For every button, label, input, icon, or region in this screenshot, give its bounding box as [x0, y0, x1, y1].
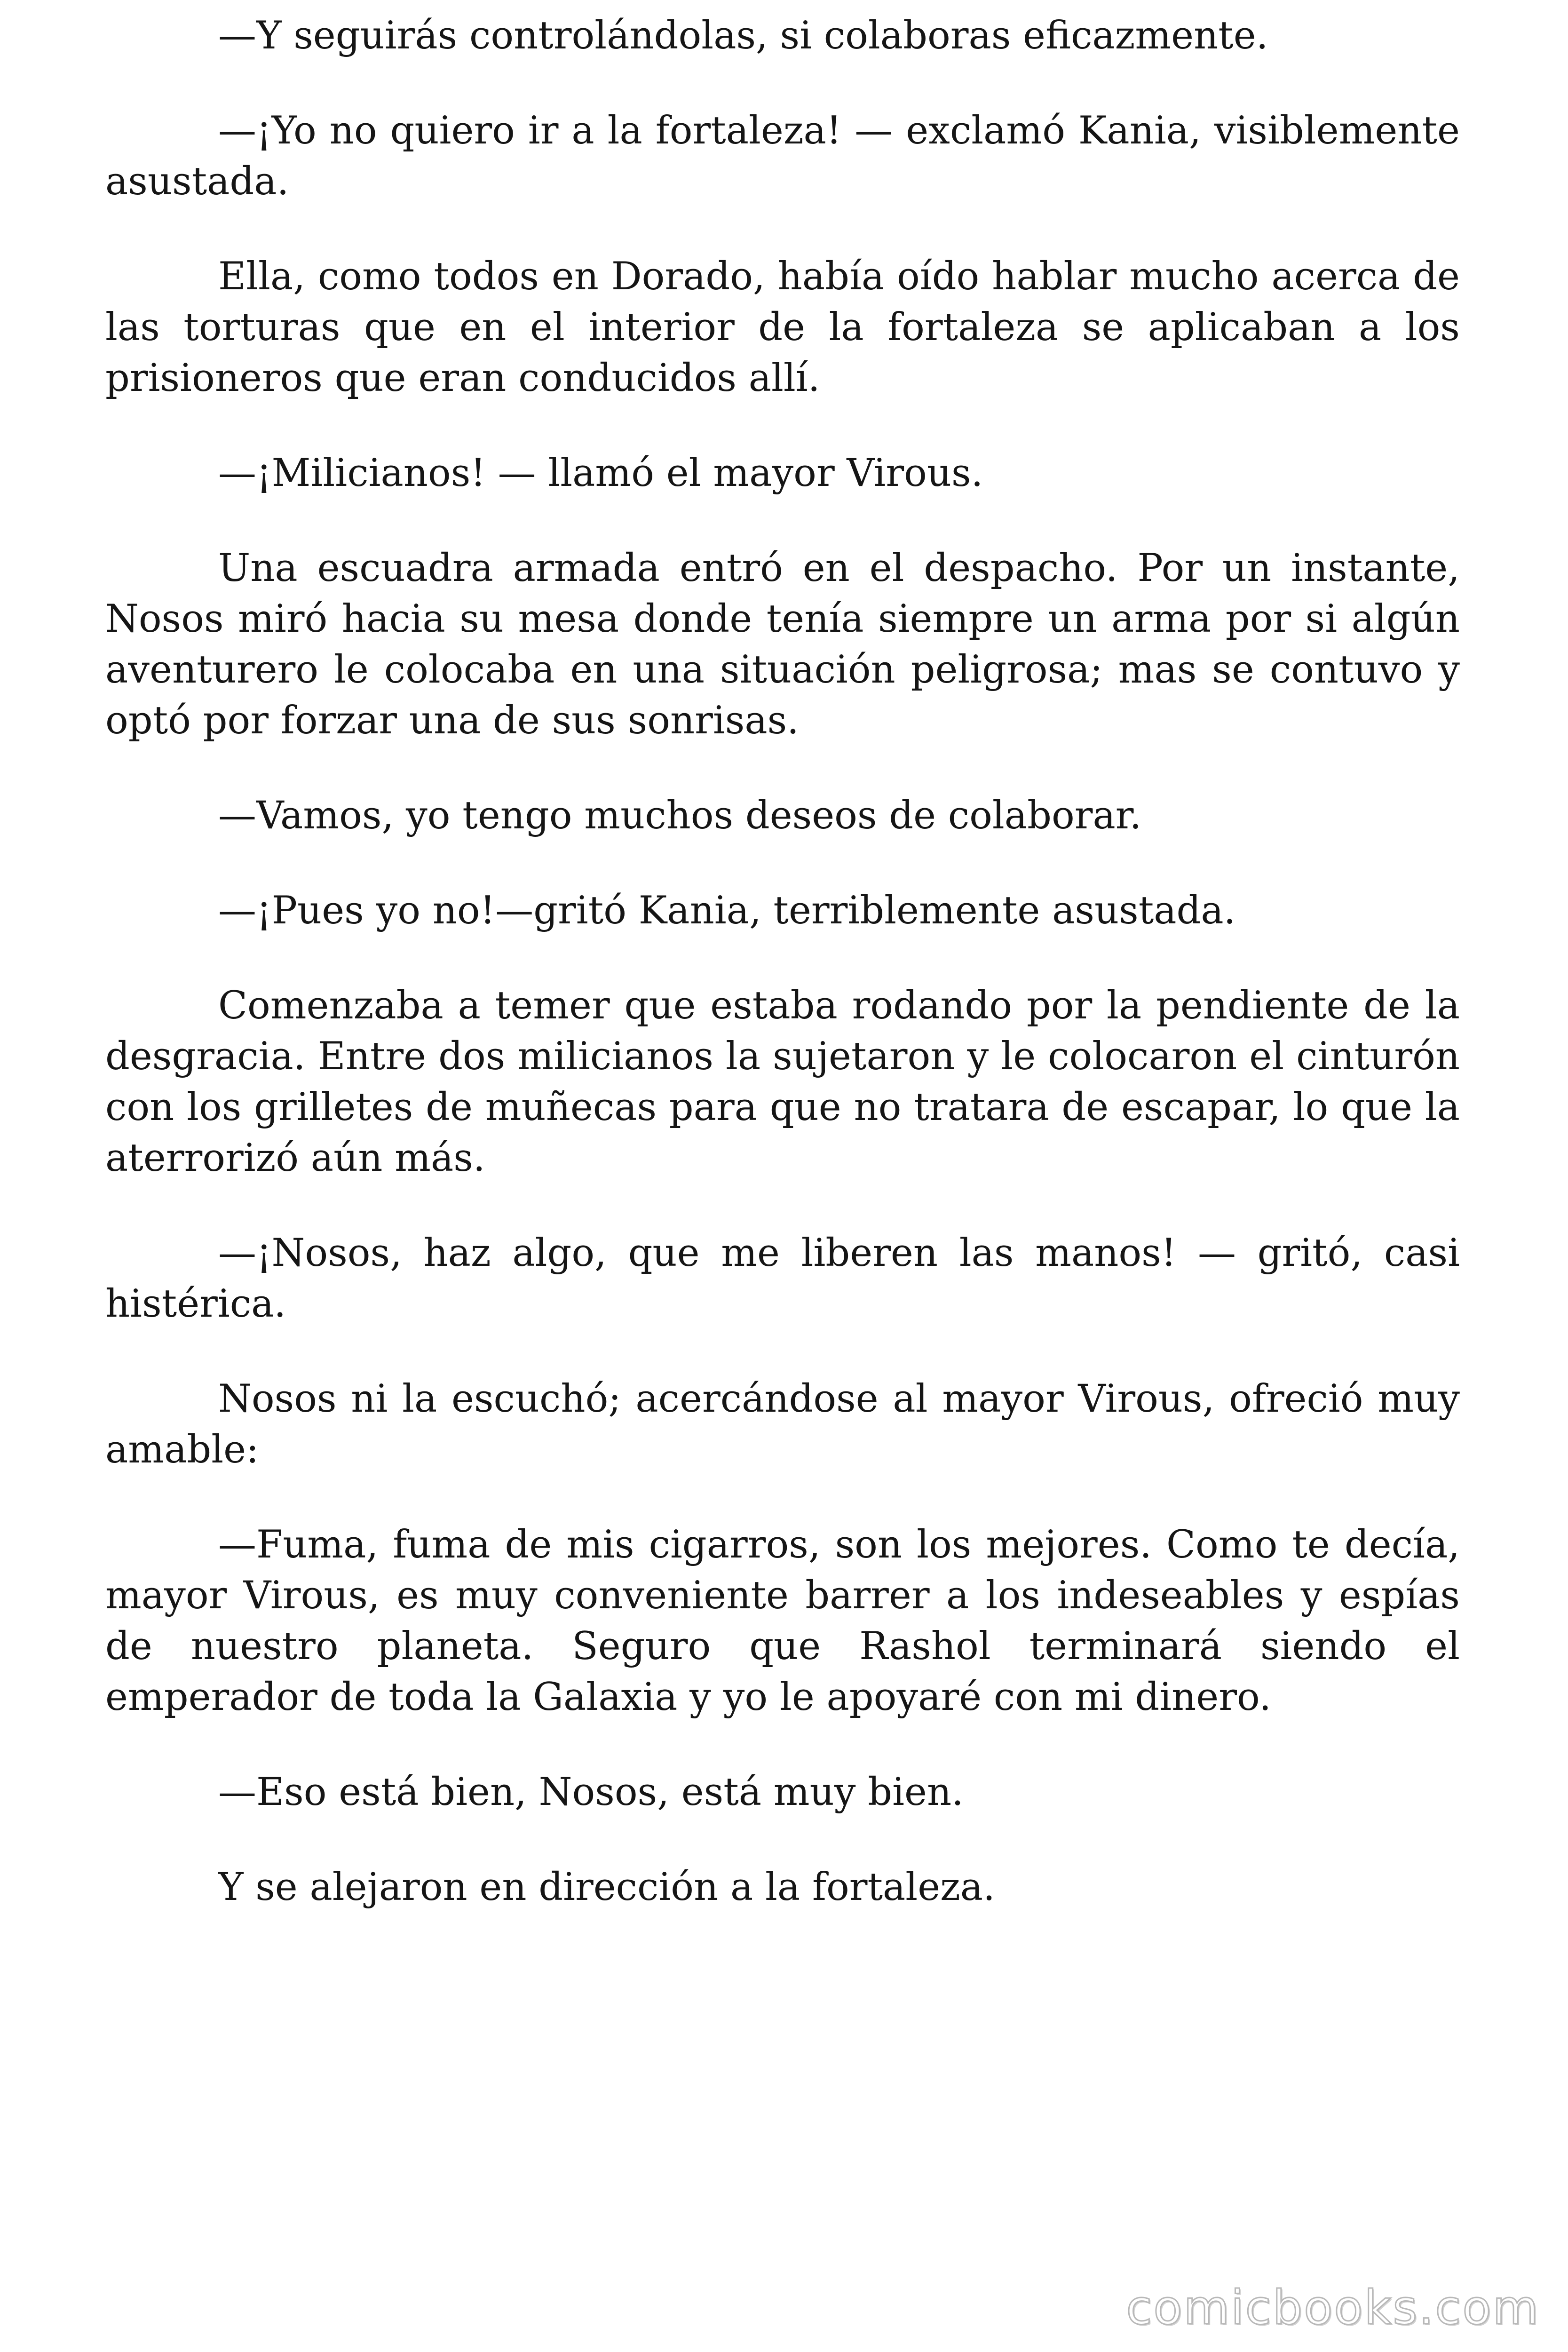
paragraph-8: Comenzaba a temer que estaba rodando por la pendiente de la desgracia. Entre dos milicianos la sujetaron y le colocaron el cinturón con los grilletes de muñecas para que no tratara de escapar, lo que la aterrorizó aún más. — [105, 984, 1460, 1180]
text-column — [105, 10, 1460, 1957]
paragraph-3: Ella, como todos en Dorado, había oído hablar mucho acerca de las torturas que en el interior de la fortaleza se aplicaban a los prisioneros que eran conducidos allí. — [105, 254, 1460, 400]
paragraph-7: —¡Pues yo no!—gritó Kania, terriblemente asustada. — [218, 889, 1236, 933]
paragraph-10: Nosos ni la escuchó; acercándose al mayor Virous, ofreció muy amable: — [105, 1377, 1460, 1472]
paragraph-11: —Fuma, fuma de mis cigarros, son los mejores. Como te decía, mayor Virous, es muy conveniente barrer a los indeseables y espías de nuestro planeta. Seguro que Rashol terminará siendo el emperador de toda la Galaxia y yo le apoyaré con mi dinero. — [105, 1523, 1460, 1719]
paragraph-9: —¡Nosos, haz algo, que me liberen las manos! — gritó, casi histérica. — [105, 1231, 1460, 1326]
paragraph-13: Y se alejaron en dirección a la fortaleza. — [218, 1865, 995, 1909]
paragraph-1: —Y seguirás controlándolas, si colaboras eficazmente. — [218, 14, 1268, 58]
paragraph-12: —Eso está bien, Nosos, está muy bien. — [218, 1770, 964, 1814]
paragraph-2: —¡Yo no quiero ir a la fortaleza! — exclamó Kania, visiblemente asustada. — [105, 109, 1460, 204]
paragraph-4: —¡Milicianos! — llamó el mayor Virous. — [218, 451, 983, 495]
watermark-logo: comicbooks.com — [1126, 2280, 1540, 2335]
paragraph-6: —Vamos, yo tengo muchos deseos de colaborar. — [218, 794, 1142, 838]
paragraph-5: Una escuadra armada entró en el despacho. Por un instante, Nosos miró hacia su mesa donde tenía siempre un arma por si algún aventurero le colocaba en una situación peligrosa; mas se contuvo y optó por forzar una de sus sonrisas. — [105, 546, 1460, 743]
